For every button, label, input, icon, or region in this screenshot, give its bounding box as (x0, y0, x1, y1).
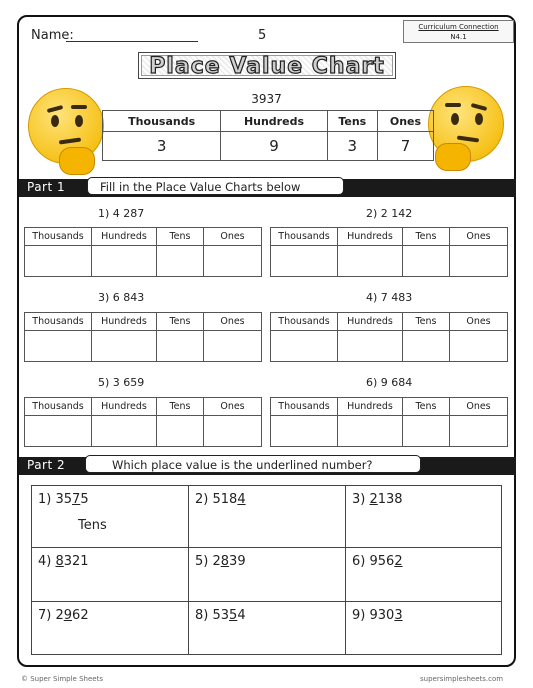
header-thousands: Thousands (103, 111, 221, 132)
part2-instruction: Which place value is the underlined number? (85, 455, 421, 473)
header-thousands: Thousands (25, 228, 92, 246)
header-hundreds: Hundreds (338, 228, 403, 246)
name-field[interactable] (66, 41, 198, 42)
answer-cell[interactable] (25, 416, 92, 447)
answer-cell[interactable] (157, 416, 204, 447)
part1-bar (19, 179, 516, 197)
answer-cell[interactable] (338, 416, 403, 447)
answer-cell[interactable] (204, 416, 262, 447)
answer-cell[interactable] (450, 331, 508, 362)
item-label: 7) (38, 608, 52, 623)
digit-hundreds: 9 (221, 132, 327, 161)
question-label: 5) 3 659 (98, 376, 145, 389)
answer-cell[interactable] (338, 331, 403, 362)
header-thousands: Thousands (271, 228, 338, 246)
place-value-table (270, 397, 508, 447)
place-value-table (24, 397, 262, 447)
place-value-table (24, 227, 262, 277)
sample-place-value-table (102, 110, 434, 161)
underlined-digit: 9 (63, 608, 73, 623)
digit-thousands: 3 (103, 132, 221, 161)
grid-cell[interactable] (32, 602, 189, 654)
header-tens: Tens (157, 398, 204, 416)
grid-cell[interactable] (32, 486, 189, 548)
item-digits: 4 (237, 608, 246, 623)
header-hundreds: Hundreds (92, 398, 157, 416)
grid-cell[interactable] (346, 548, 501, 602)
mouth-icon (59, 137, 81, 144)
underlined-digit: 2 (369, 492, 378, 507)
hand-icon (435, 143, 471, 171)
footer-website: supersimplesheets.com (420, 675, 504, 683)
underlined-digit: 5 (229, 608, 238, 623)
part1-tag: Part 1 (27, 180, 66, 194)
grid-cell[interactable] (189, 548, 346, 602)
item-digits: 62 (72, 608, 89, 623)
item-label: 8) (195, 608, 209, 623)
header-tens: Tens (157, 228, 204, 246)
item-label: 6) (352, 554, 366, 569)
item-label: 1) (38, 492, 52, 507)
name-label: Name: (31, 28, 74, 43)
answer-cell[interactable] (403, 246, 450, 277)
header-ones: Ones (450, 398, 508, 416)
item-digits: 5 (80, 492, 89, 507)
item-digits: 2 (212, 554, 221, 569)
question-label: 4) 7 483 (366, 291, 413, 304)
answer-cell[interactable] (157, 331, 204, 362)
sample-number: 3937 (251, 92, 282, 106)
underlined-digit: 3 (394, 608, 403, 623)
header-ones: Ones (204, 228, 262, 246)
part2-bar (19, 457, 516, 475)
eye-icon (451, 113, 459, 125)
header-tens: Tens (403, 228, 450, 246)
answer-cell[interactable] (271, 416, 338, 447)
score-number: 5 (258, 28, 267, 43)
header-tens: Tens (403, 313, 450, 331)
underlined-digit: 7 (72, 492, 81, 507)
eye-icon (475, 113, 483, 125)
mouth-icon (457, 135, 479, 142)
eye-icon (51, 115, 59, 127)
item-digits: 53 (212, 608, 230, 623)
header-ones: Ones (450, 313, 508, 331)
item-label: 5) (195, 554, 209, 569)
answer-cell[interactable] (271, 246, 338, 277)
answer-cell[interactable] (403, 416, 450, 447)
answer-cell[interactable] (92, 246, 157, 277)
header-thousands: Thousands (25, 313, 92, 331)
item-label: 9) (352, 608, 366, 623)
underlined-digit: 8 (55, 554, 64, 569)
header-thousands: Thousands (271, 313, 338, 331)
answer-cell[interactable] (450, 416, 508, 447)
place-value-table (270, 227, 508, 277)
header-thousands: Thousands (25, 398, 92, 416)
answer-cell[interactable] (403, 331, 450, 362)
grid-cell[interactable] (32, 548, 189, 602)
underlined-digit: 8 (220, 554, 230, 569)
grid-cell[interactable] (346, 486, 501, 548)
answer-cell[interactable] (25, 246, 92, 277)
item-digits: 35 (55, 492, 73, 507)
brow-icon (47, 105, 63, 113)
answer-cell[interactable] (204, 331, 262, 362)
underlined-digit: 2 (394, 554, 403, 569)
answer-cell[interactable] (157, 246, 204, 277)
part1-instruction: Fill in the Place Value Charts below (87, 177, 344, 195)
part2-tag: Part 2 (27, 458, 66, 472)
header-hundreds: Hundreds (338, 313, 403, 331)
header-hundreds: Hundreds (92, 228, 157, 246)
hand-icon (59, 147, 95, 175)
item-label: 4) (38, 554, 52, 569)
question-label: 1) 4 287 (98, 207, 145, 220)
item-digits: 138 (377, 492, 403, 507)
underlined-digit: 4 (237, 492, 246, 507)
item-digits: 39 (229, 554, 246, 569)
question-label: 2) 2 142 (366, 207, 413, 220)
answer-cell[interactable] (338, 246, 403, 277)
item-digits: 321 (63, 554, 89, 569)
grid-cell[interactable] (189, 602, 346, 654)
answer-cell[interactable] (271, 331, 338, 362)
answer-text: Tens (78, 518, 107, 533)
item-digits: 956 (369, 554, 395, 569)
curriculum-box (403, 20, 514, 43)
title-banner (138, 52, 396, 79)
grid-cell[interactable] (189, 486, 346, 548)
header-hundreds: Hundreds (221, 111, 327, 132)
answer-cell[interactable] (25, 331, 92, 362)
item-label: 3) (352, 492, 366, 507)
curriculum-title: Curriculum Connection (418, 23, 499, 31)
page-title: Place Value Chart (149, 54, 385, 79)
header-hundreds: Hundreds (338, 398, 403, 416)
digit-ones: 7 (377, 132, 433, 161)
answer-cell[interactable] (450, 246, 508, 277)
digit-tens: 3 (327, 132, 377, 161)
header-ones: Ones (204, 398, 262, 416)
answer-cell[interactable] (92, 331, 157, 362)
grid-cell[interactable] (346, 602, 501, 654)
header-tens: Tens (327, 111, 377, 132)
header-ones: Ones (450, 228, 508, 246)
item-digits: 2 (55, 608, 64, 623)
place-value-table (270, 312, 508, 362)
item-label: 2) (195, 492, 209, 507)
question-label: 6) 9 684 (366, 376, 413, 389)
footer-copyright: © Super Simple Sheets (21, 675, 103, 683)
item-digits: 930 (369, 608, 395, 623)
curriculum-code: N4.1 (450, 33, 467, 41)
answer-cell[interactable] (92, 416, 157, 447)
header-tens: Tens (157, 313, 204, 331)
item-digits: 518 (212, 492, 238, 507)
eye-icon (75, 115, 83, 127)
header-ones: Ones (377, 111, 433, 132)
header-tens: Tens (403, 398, 450, 416)
question-label: 3) 6 843 (98, 291, 145, 304)
underlined-grid (31, 485, 502, 655)
place-value-table (24, 312, 262, 362)
header-hundreds: Hundreds (92, 313, 157, 331)
answer-cell[interactable] (204, 246, 262, 277)
header-ones: Ones (204, 313, 262, 331)
header-thousands: Thousands (271, 398, 338, 416)
